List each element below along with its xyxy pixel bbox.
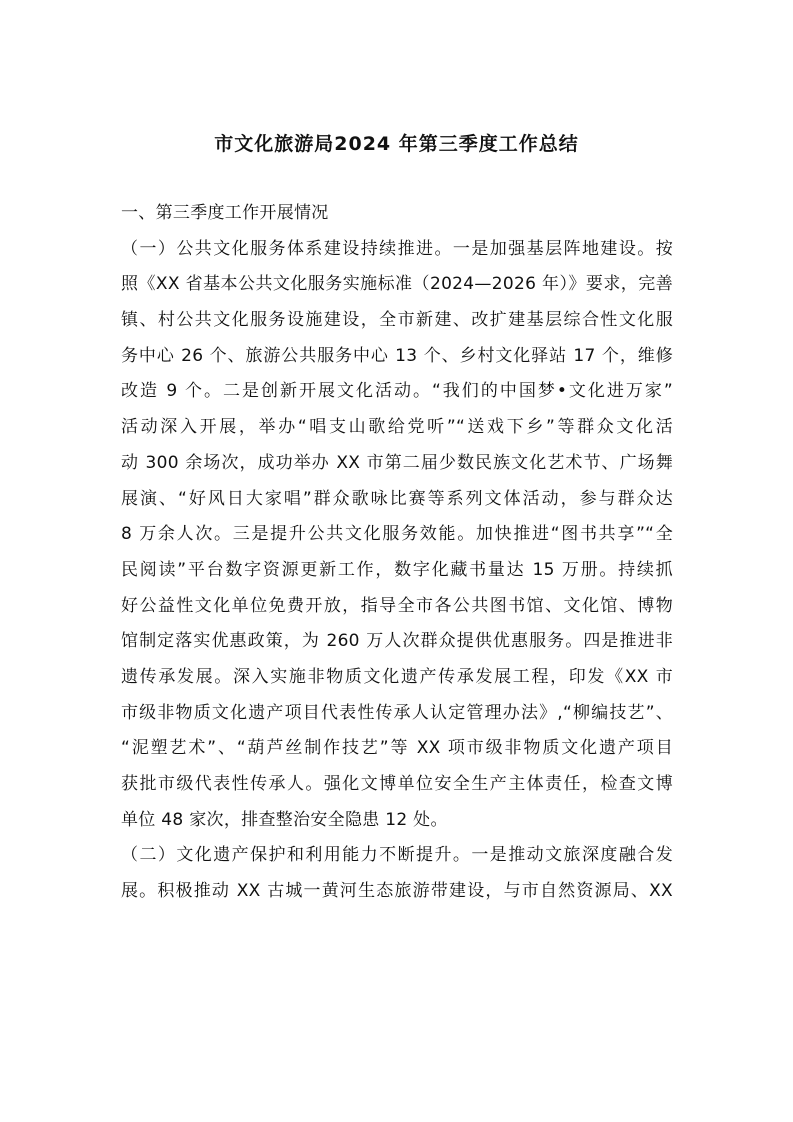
document-title: 市文化旅游局2024 年第三季度工作总结: [214, 133, 579, 155]
paragraph-line: 改造 9 个。二是创新开展文化活动。“我们的中国梦•文化进万家”: [121, 381, 673, 402]
paragraph-line: （二）文化遗产保护和利用能力不断提升。一是推动文旅深度融合发: [121, 845, 673, 866]
paragraph-line: 8 万余人次。三是提升公共文化服务效能。加快推进“图书共享”“全: [121, 524, 673, 545]
paragraph-line: 展。积极推动 XX 古城一黄河生态旅游带建设，与市自然资源局、XX: [121, 881, 673, 902]
paragraph-line: 民阅读”平台数字资源更新工作，数字化藏书量达 15 万册。持续抓: [121, 559, 673, 580]
paragraph-line: 展演、“好风日大家唱”群众歌咏比赛等系列文体活动，参与群众达: [121, 488, 673, 509]
paragraph-line: （一）公共文化服务体系建设持续推进。一是加强基层阵地建设。按: [121, 238, 673, 259]
paragraph-line: 务中心 26 个、旅游公共服务中心 13 个、乡村文化驿站 17 个，维修: [121, 345, 673, 366]
document-body: [121, 196, 673, 910]
paragraph-line: 获批市级代表性传承人。强化文博单位安全生产主体责任，检查文博: [121, 774, 673, 794]
paragraph-line: 镇、村公共文化服务设施建设，全市新建、改扩建基层综合性文化服: [121, 310, 673, 331]
paragraph-line: “泥塑艺术”、“葫芦丝制作技艺”等 XX 项市级非物质文化遗产项目: [121, 738, 673, 759]
paragraph-line: 遗传承发展。深入实施非物质文化遗产传承发展工程，印发《XX 市: [121, 666, 673, 687]
paragraph-line: 单位 48 家次，排查整治安全隐患 12 处。: [121, 809, 448, 830]
paragraph-line: 市级非物质文化遗产项目代表性传承人认定管理办法》,“柳编技艺”、: [121, 702, 673, 723]
paragraph-line: 馆制定落实优惠政策，为 260 万人次群众提供优惠服务。四是推进非: [121, 631, 673, 652]
paragraph-line: 活动深入开展，举办“唱支山歌给党听”“送戏下乡”等群众文化活: [121, 417, 673, 438]
paragraph-line: 照《XX 省基本公共文化服务实施标准（2024—2026 年）》要求，完善: [121, 274, 673, 295]
paragraph-line: 动 300 余场次，成功举办 XX 市第二届少数民族文化艺术节、广场舞: [121, 452, 673, 473]
section-heading: 一、第三季度工作开展情况: [121, 203, 329, 223]
paragraph-line: 好公益性文化单位免费开放，指导全市各公共图书馆、文化馆、博物: [121, 595, 673, 616]
